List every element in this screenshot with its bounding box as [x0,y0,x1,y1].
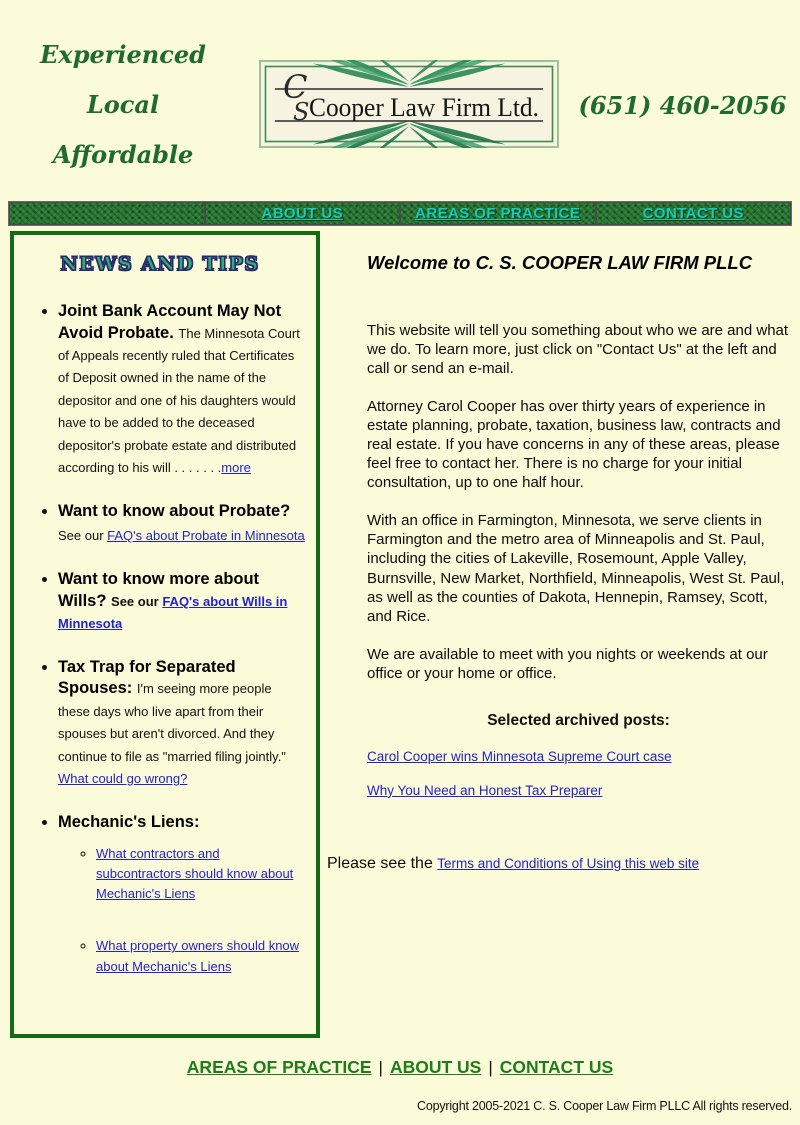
footer-separator: | [488,1058,493,1077]
tagline-line-3: Affordable [52,140,194,169]
top-navbar [8,201,792,226]
nav-item-areas-of-practice[interactable] [401,203,595,224]
tagline [38,40,208,190]
nav-link-areas-of-practice[interactable]: AREAS OF PRACTICE [415,205,581,222]
news-item-title: • Want to know about Probate? [58,502,291,521]
news-item-tax-trap [58,657,306,791]
news-and-tips-heading: NEWS AND TIPS [60,253,260,275]
contractors-liens-link[interactable]: What contractors and subcontractors should know about Mechanic's Liens [96,846,294,902]
faq-probate-link[interactable]: FAQ's about Probate in Minnesota [107,528,305,544]
news-item-mechanics-liens [58,812,306,976]
footer-link-areas-of-practice[interactable]: AREAS OF PRACTICE [186,1057,372,1077]
footer-nav [0,1057,800,1078]
archived-posts-heading: Selected archived posts: [487,711,670,729]
tagline-line-2: Local [86,90,160,119]
more-link[interactable]: more [221,459,251,475]
nav-cell-empty [10,203,204,224]
terms-and-conditions-link[interactable]: Terms and Conditions of Using this web site [437,855,700,871]
welcome-heading: Welcome to C. S. COOPER LAW FIRM PLLC [367,252,753,273]
sublist-item [96,936,306,976]
news-item-title: Mechanic's Liens: [58,813,200,832]
page-header [0,0,800,200]
what-could-go-wrong-link[interactable]: What could go wrong? [58,770,188,786]
property-owners-liens-link[interactable]: What property owners should know about Mechanic's Liens [96,938,300,974]
archived-link-tax-preparer[interactable]: Why You Need an Honest Tax Preparer [367,782,603,798]
news-item-body: I'm seeing more people these days who live apart from their spouses but aren't divorced. And they continue to file as "married filing jointly." [58,681,286,764]
news-item-prefix: See our [111,594,163,610]
footer-separator: | [378,1058,383,1077]
tagline-line-1: Experienced [40,40,206,69]
firm-logo [259,60,559,148]
nav-link-about-us[interactable]: ABOUT US [261,205,344,222]
news-item-title: Tax Trap for Separated Spouses: [58,657,236,698]
footer-link-about-us[interactable]: ABOUT US [389,1057,482,1077]
service-area-paragraph: With an office in Farmington, Minnesota, we serve clients in Farmington and the metro area of Minneapolis and St. Paul, including the cities of Lakeville, Rosemount, Apple Valley, Burnsville, New Market, Northfield, Minneapolis, West St. Paul, as well as the counties of Dakota, Hennepin, Ramsey, Scott, and Rice. [367,512,785,625]
news-sidebar [10,231,320,1038]
faq-wills-link[interactable]: FAQ's about Wills in Minnesota [58,594,288,631]
news-list [14,301,306,977]
main-content [327,231,790,873]
phone-number: (651) 460-2056 [578,91,787,120]
mechanics-liens-sublist [58,844,306,977]
copyright-notice: Copyright 2005-2021 C. S. Cooper Law Firm PLLC All rights reserved. [417,1099,792,1113]
availability-paragraph: We are available to meet with you nights or weekends at our office or your home or office. [367,645,768,682]
news-item-title: Joint Bank Account May Not Avoid Probate. [58,302,282,342]
news-item-wills-faq [58,569,306,634]
logo-monogram-c: C [283,68,308,106]
terms-line [327,855,790,873]
news-item-body: The Minnesota Court of Appeals recently ruled that Certificates of Deposit owned in the name of the depositor and one of his daughters would have to be added to the deceased depositor's probate estate and distributed according to his will . . . . . . . [58,325,300,475]
news-item-probate-faq [58,501,306,547]
news-item-joint-bank-account [58,301,306,479]
logo-monogram-s: S [293,98,310,126]
news-item-prefix: See our [58,528,108,544]
experience-paragraph: Attorney Carol Cooper has over thirty years of experience in estate planning, probate, taxation, business law, contracts and real estate. If you have concerns in any of these areas, please feel free to contact her. There is no charge for your initial consultation, up to one half hour. [367,398,781,492]
archived-link-supreme-court[interactable]: Carol Cooper wins Minnesota Supreme Court case [367,748,672,764]
firm-logo-image [259,60,559,148]
sublist-item [96,844,306,904]
nav-item-about-us[interactable] [206,203,400,224]
news-item-title: Want to know more about Wills? [58,570,260,611]
nav-item-contact-us[interactable] [597,203,791,224]
logo-firm-name: Cooper Law Firm Ltd. [309,93,539,122]
footer-link-contact-us[interactable]: CONTACT US [499,1057,614,1077]
nav-link-contact-us[interactable]: CONTACT US [642,205,744,222]
intro-paragraph: This website will tell you something about who we are and what we do. To learn more, just click on "Contact Us" at the left and call or send an e-mail. [367,322,789,378]
terms-prefix: Please see the [327,854,438,872]
